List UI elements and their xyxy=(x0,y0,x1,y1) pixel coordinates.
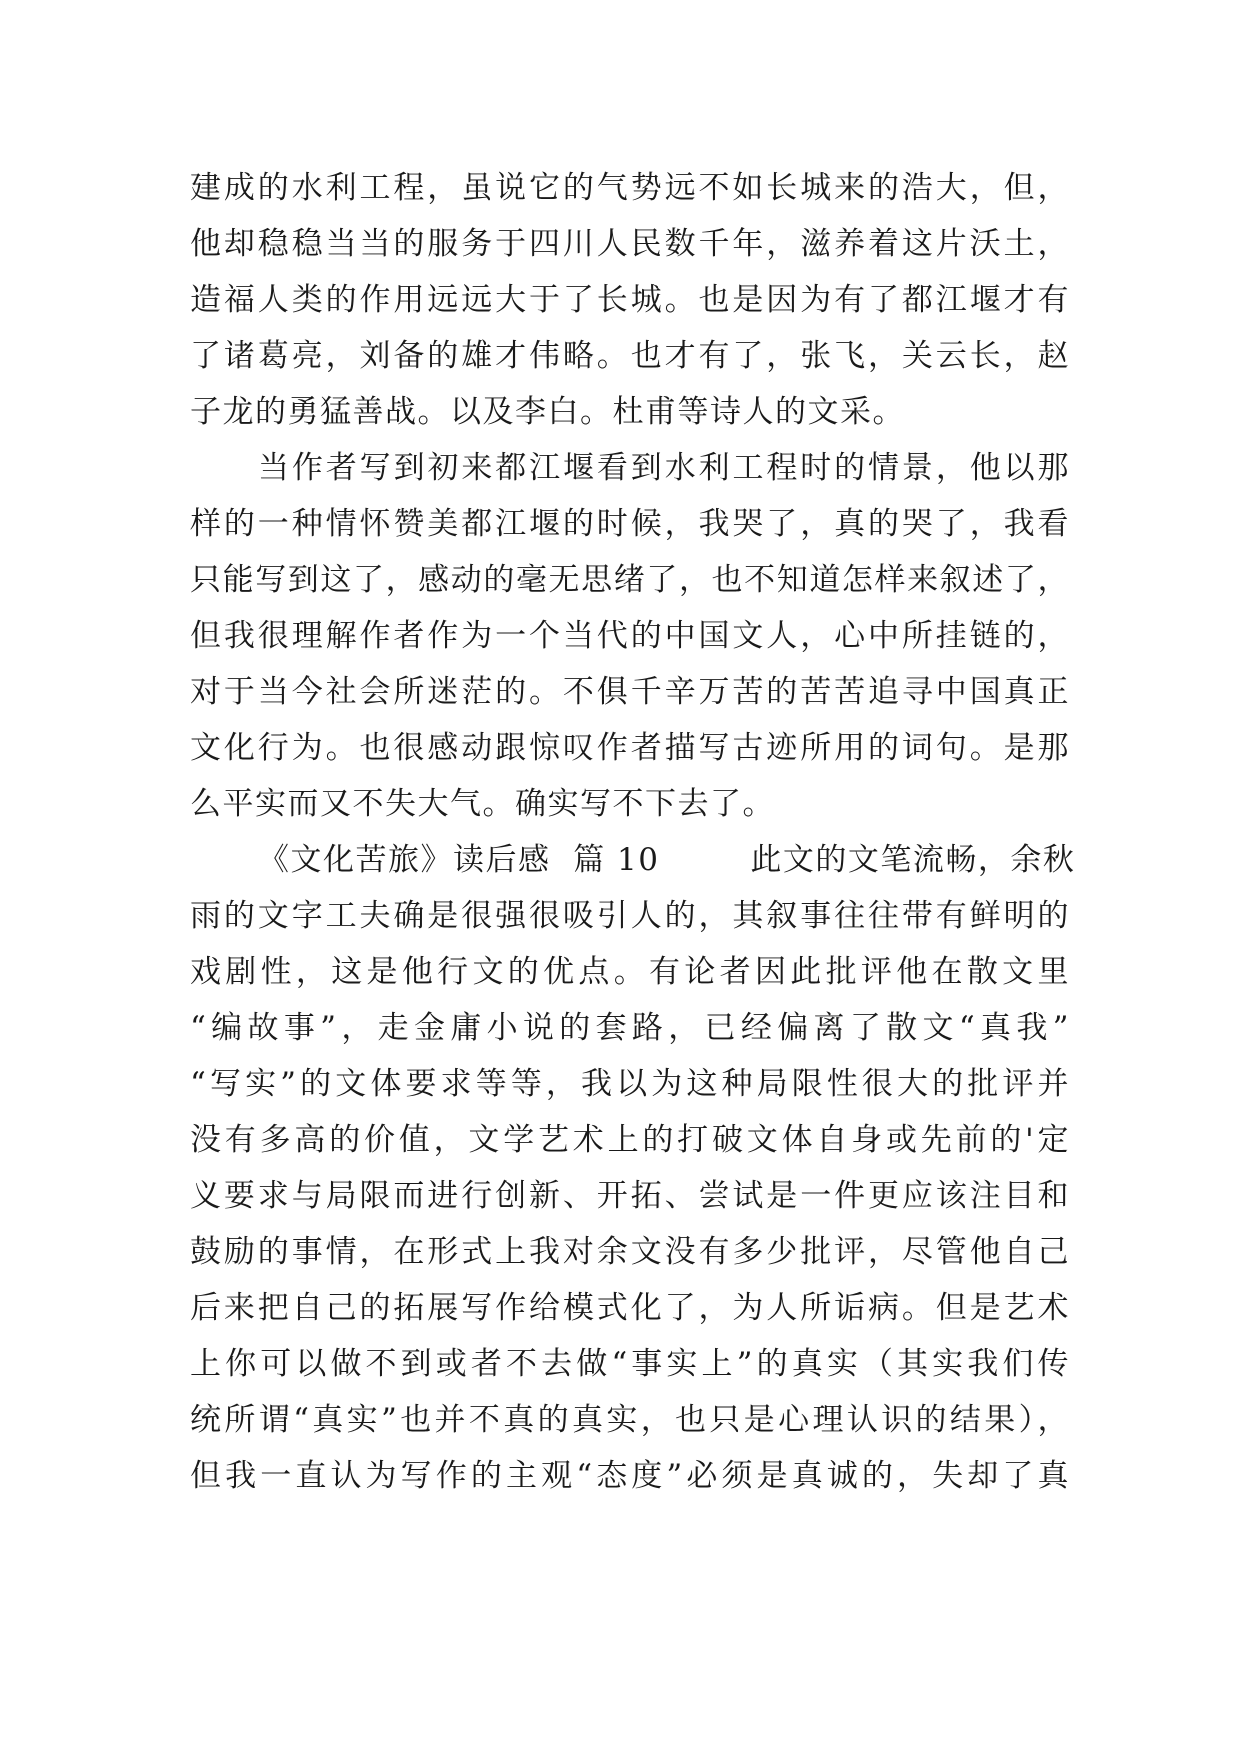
text-line: 文化行为。也很感动跟惊叹作者描写古迹所用的词句。是那 xyxy=(190,730,1070,766)
text-line: 他却稳稳当当的服务于四川人民数千年，滋养着这片沃土， xyxy=(190,226,1070,262)
text-line: 建成的水利工程，虽说它的气势远不如长城来的浩大，但， xyxy=(190,170,1070,206)
text-line: 戏剧性，这是他行文的优点。有论者因此批评他在散文里 xyxy=(190,954,1070,990)
text-line: 后来把自己的拓展写作给模式化了，为人所诟病。但是艺术 xyxy=(190,1290,1070,1326)
text-line: 样的一种情怀赞美都江堰的时候，我哭了，真的哭了，我看 xyxy=(190,506,1070,542)
text-line: “写实”的文体要求等等，我以为这种局限性很大的批评并 xyxy=(190,1066,1070,1102)
text-line: 子龙的勇猛善战。以及李白。杜甫等诗人的文采。 xyxy=(190,394,905,430)
paragraph-start-line: 当作者写到初来都江堰看到水利工程时的情景，他以那 xyxy=(258,450,1070,486)
text-line: 统所谓“真实”也并不真的真实，也只是心理认识的结果）， xyxy=(190,1402,1070,1438)
text-line: “编故事”，走金庸小说的套路，已经偏离了散文“真我” xyxy=(190,1010,1070,1046)
text-line: 雨的文字工夫确是很强很吸引人的，其叙事往往带有鲜明的 xyxy=(190,898,1070,934)
text-line: 但我一直认为写作的主观“态度”必须是真诚的，失却了真 xyxy=(190,1458,1070,1494)
text-line: 么平实而又不失大气。确实写不下去了。 xyxy=(190,786,775,822)
text-line: 了诸葛亮，刘备的雄才伟略。也才有了，张飞，关云长，赵 xyxy=(190,338,1070,374)
document-body xyxy=(190,160,1076,1504)
text-line: 义要求与局限而进行创新、开拓、尝试是一件更应该注目和 xyxy=(190,1178,1070,1214)
text-line: 只能写到这了，感动的毫无思绪了，也不知道怎样来叙述了， xyxy=(190,562,1070,598)
text-line: 上你可以做不到或者不去做“事实上”的真实（其实我们传 xyxy=(190,1346,1070,1382)
text-line: 造福人类的作用远远大于了长城。也是因为有了都江堰才有 xyxy=(190,282,1070,318)
text-line: 对于当今社会所迷茫的。不俱千辛万苦的苦苦追寻中国真正 xyxy=(190,674,1070,710)
section-heading-line: 《文化苦旅》读后感 篇 10 此文的文笔流畅，余秋 xyxy=(258,842,1076,878)
text-line: 但我很理解作者作为一个当代的中国文人，心中所挂链的， xyxy=(190,618,1070,654)
text-line: 鼓励的事情，在形式上我对余文没有多少批评，尽管他自己 xyxy=(190,1234,1070,1270)
text-line: 没有多高的价值，文学艺术上的打破文体自身或先前的'定 xyxy=(190,1122,1070,1158)
